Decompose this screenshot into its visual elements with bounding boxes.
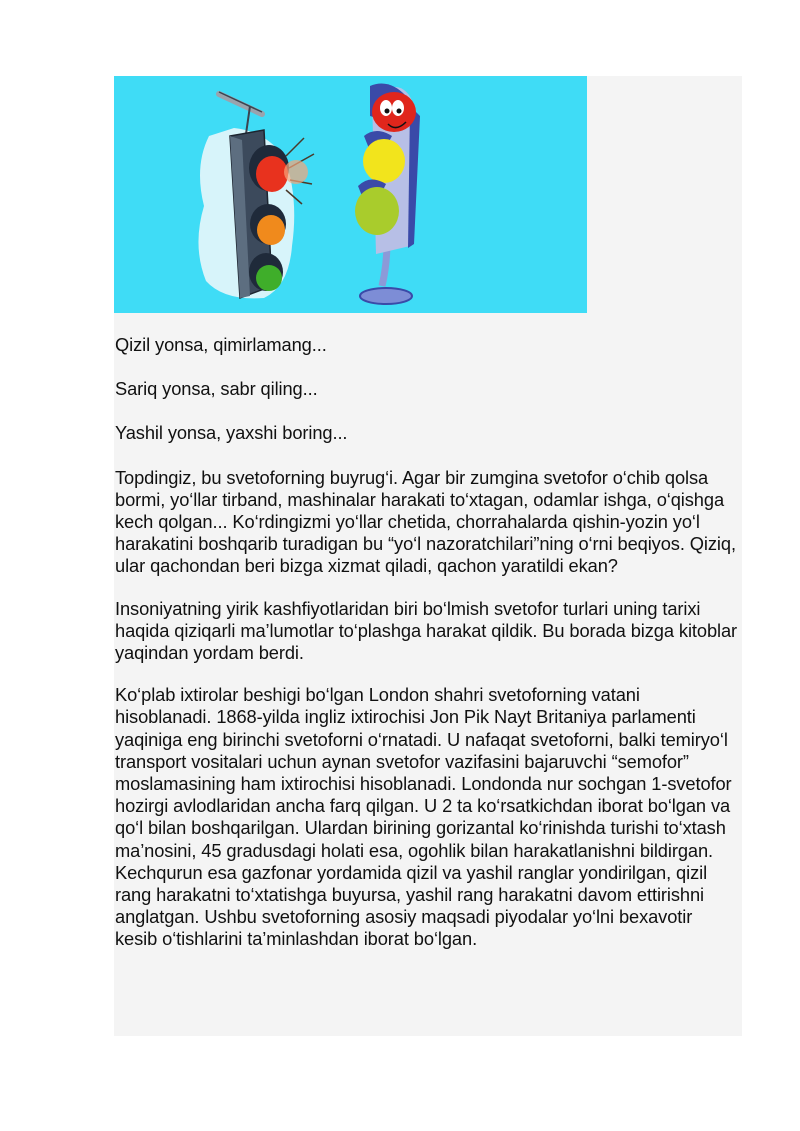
paragraph-intro: Topdingiz, bu svetoforning buyrug‘i. Agar bir zumgina svetofor o‘chib qolsa bormi, yo‘llar tirband, mashinalar harakati to‘xtagan, odamlar ishga, o‘qishga kech qolgan... Ko‘rdingizmi yo‘llar chetida, chorrahalarda qishin-yozin yo‘l harakatini boshqarib turadigan bu “yo‘l nazoratchilari”ning o‘rni beqiyos. Qiziq, ular qachondan beri bizga xizmat qiladi, qachon yaratildi ekan? <box>115 466 736 577</box>
verse-green: Yashil yonsa, yaxshi boring... <box>115 422 348 444</box>
document-page <box>114 76 742 1036</box>
article-body <box>115 334 739 971</box>
paragraph-history: Insoniyatning yirik kashfiyotlaridan biri bo‘lmish svetofor turlari uning tarixi haqida qiziqarli ma’lumotlar to‘plashga harakat qildik. Bu borada bizga kitoblar yaqindan yordam berdi. <box>115 597 738 664</box>
verse-yellow: Sariq yonsa, sabr qiling... <box>115 378 318 400</box>
right-traffic-light-icon <box>355 84 420 304</box>
left-traffic-light-icon <box>198 92 314 298</box>
traffic-lights-illustration <box>114 76 587 313</box>
paragraph-london: Ko‘plab ixtirolar beshigi bo‘lgan London shahri svetoforning vatani hisoblanadi. 1868-yilda ingliz ixtirochisi Jon Pik Nayt Britaniya parlamenti yaqiniga eng birinchi svetoforni o‘rnatadi. U nafaqat svetoforni, balki temiryo‘l transport vositalari uchun aynan svetofor vazifasini bajaruvchi “semofor” moslamasining ham ixtirochisi hisoblanadi. Londonda nur sochgan 1-svetofor hozirgi avlodlaridan ancha farq qilgan. U 2 ta ko‘rsatkichdan iborat bo‘lgan va qo‘l bilan boshqarilgan. Ulardan birining gorizantal ko‘rinishda turishi to‘xtash ma’nosini, 45 gradusdagi holati esa, ogohlik bilan harakatlanishni bildirgan. Kechqurun esa gazfonar yordamida qizil va yashil ranglar yondirilgan, qizil rang harakatni to‘xtatishga buyursa, yashil rang harakatni davom ettirishni anglatgan. Ushbu svetoforning asosiy maqsadi piyodalar yo‘lni bexavotir kesib o‘tishlarini ta’minlashdan iborat bo‘lgan. <box>115 684 732 950</box>
verse-red: Qizil yonsa, qimirlamang... <box>115 334 327 355</box>
